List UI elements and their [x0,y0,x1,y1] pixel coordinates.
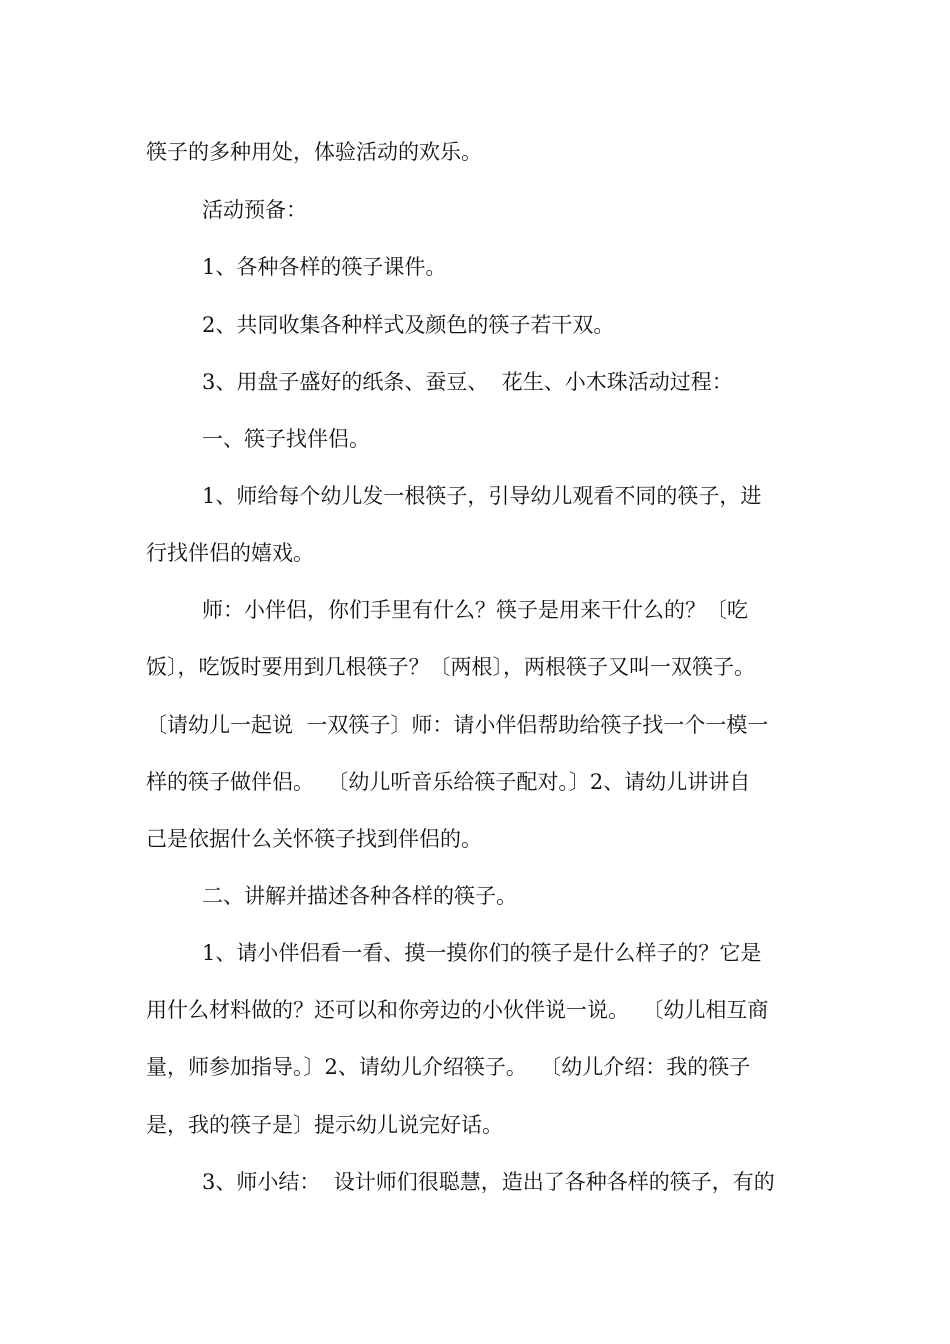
text-line-14: 二、讲解并描述各种各样的筷子。 [202,884,517,908]
text-line-3: 1、各种各样的筷子课件。 [202,255,447,279]
text-line-4: 2、共同收集各种样式及颜色的筷子若干双。 [202,313,615,337]
text-line-5: 3、用盘子盛好的纸条、蚕豆、 花生、小木珠活动过程： [202,370,733,394]
text-line-6: 一、筷子找伴侣。 [202,427,370,451]
text-line-2: 活动预备： [202,198,307,222]
text-line-19: 3、师小结： 设计师们很聪慧，造出了各种各样的筷子，有的 [202,1170,775,1194]
text-line-9: 师：小伴侣，你们手里有什么？筷子是用来干什么的？〔吃 [202,598,748,622]
text-line-11: 〔请幼儿一起说 一双筷子〕师：请小伴侣帮助给筷子找一个一模一 [146,713,769,737]
text-line-1: 筷子的多种用处，体验活动的欢乐。 [146,140,482,164]
text-line-17: 量，师参加指导。〕2、请幼儿介绍筷子。 〔幼儿介绍：我的筷子 [146,1055,751,1079]
text-line-13: 己是依据什么关怀筷子找到伴侣的。 [146,827,482,851]
text-line-8: 行找伴侣的嬉戏。 [146,541,314,565]
text-line-15: 1、请小伴侣看一看、摸一摸你们的筷子是什么样子的？它是 [202,941,762,965]
text-line-16: 用什么材料做的？还可以和你旁边的小伙伴说一说。 〔幼儿相互商 [146,998,769,1022]
text-line-7: 1、师给每个幼儿发一根筷子，引导幼儿观看不同的筷子，进 [202,484,762,508]
text-line-18: 是，我的筷子是〕提示幼儿说完好话。 [146,1113,503,1137]
text-line-12: 样的筷子做伴侣。 〔幼儿听音乐给筷子配对。〕2、请幼儿讲讲自 [146,770,751,794]
text-line-10: 饭〕，吃饭时要用到几根筷子？〔两根〕，两根筷子又叫一双筷子。 [146,655,755,679]
